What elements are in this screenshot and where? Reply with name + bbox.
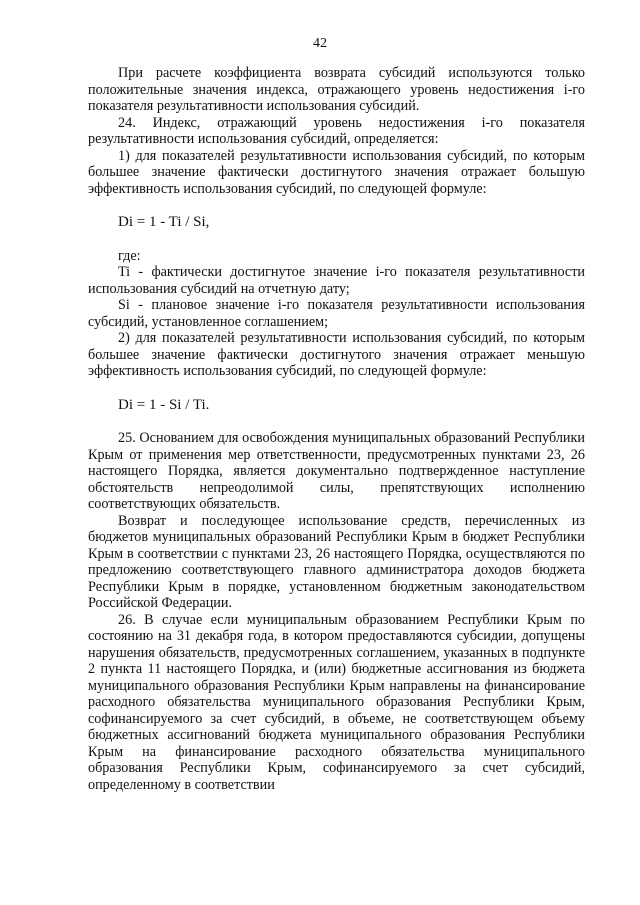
formula-di-1: Di = 1 - Ti / Si,: [118, 214, 210, 230]
where-label: где:: [118, 247, 141, 264]
paragraph-25: 25. Основанием для освобождения муниципальных образований Республики Крым от применения мер ответственности, предусмотренных пунктами 23, 26 настоящего Порядка, является документально подтвержденное наступление обстоятельств непреодолимой силы, препятствующих исполнению соответствующих обязательств.: [88, 430, 585, 512]
paragraph-coefficient-note: При расчете коэффициента возврата субсидий используются только положительные значения индекса, отражающего уровень недостижения i-го показателя результативности использования субсидий.: [88, 65, 585, 114]
definition-ti: Ti - фактически достигнутое значение i-го показателя результативности использования субсидий на отчетную дату;: [88, 264, 585, 297]
definition-si: Si - плановое значение i-го показателя результативности использования субсидий, установленное соглашением;: [88, 297, 585, 330]
page-number: 42: [313, 36, 327, 51]
paragraph-24-item-2: 2) для показателей результативности использования субсидий, по которым большее значение фактически достигнутого значения отражает меньшую эффективность использования субсидий, по следующей формуле:: [88, 330, 585, 379]
paragraph-24: 24. Индекс, отражающий уровень недостижения i-го показателя результативности использования субсидий, определяется:: [88, 114, 585, 147]
document-body: [88, 65, 585, 793]
paragraph-24-item-1: 1) для показателей результативности использования субсидий, по которым большее значение фактически достигнутого значения отражает большую эффективность использования субсидий, по следующей формуле:: [88, 147, 585, 197]
paragraph-26: 26. В случае если муниципальным образованием Республики Крым по состоянию на 31 декабря года, в котором предоставляются субсидии, допущены нарушения обязательств, предусмотренных соглашением, указанных в подпункте 2 пункта 11 настоящего Порядка, и (или) бюджетные ассигнования из бюджета муниципального образования Республики Крым направлены на финансирование расходного обязательства муниципального образования Республики Крым, софинансируемого за счет субсидий, в объеме, не соответствующем объему бюджетных ассигнований бюджета муниципального образования Республики Крым на финансирование расходного обязательства муниципального образования Республики Крым, софинансируемого за счет субсидий, определенному в соответствии: [88, 611, 585, 793]
formula-di-2: Di = 1 - Si / Ti.: [118, 396, 210, 413]
paragraph-25-return: Возврат и последующее использование средств, перечисленных из бюджетов муниципальных образований Республики Крым в бюджет Республики Крым в соответствии с пунктами 23, 26 настоящего Порядка, осуществляются по предложению соответствующего главного администратора доходов бюджета Республики Крым в порядке, установленном бюджетным законодательством Российской Федерации.: [88, 512, 585, 611]
